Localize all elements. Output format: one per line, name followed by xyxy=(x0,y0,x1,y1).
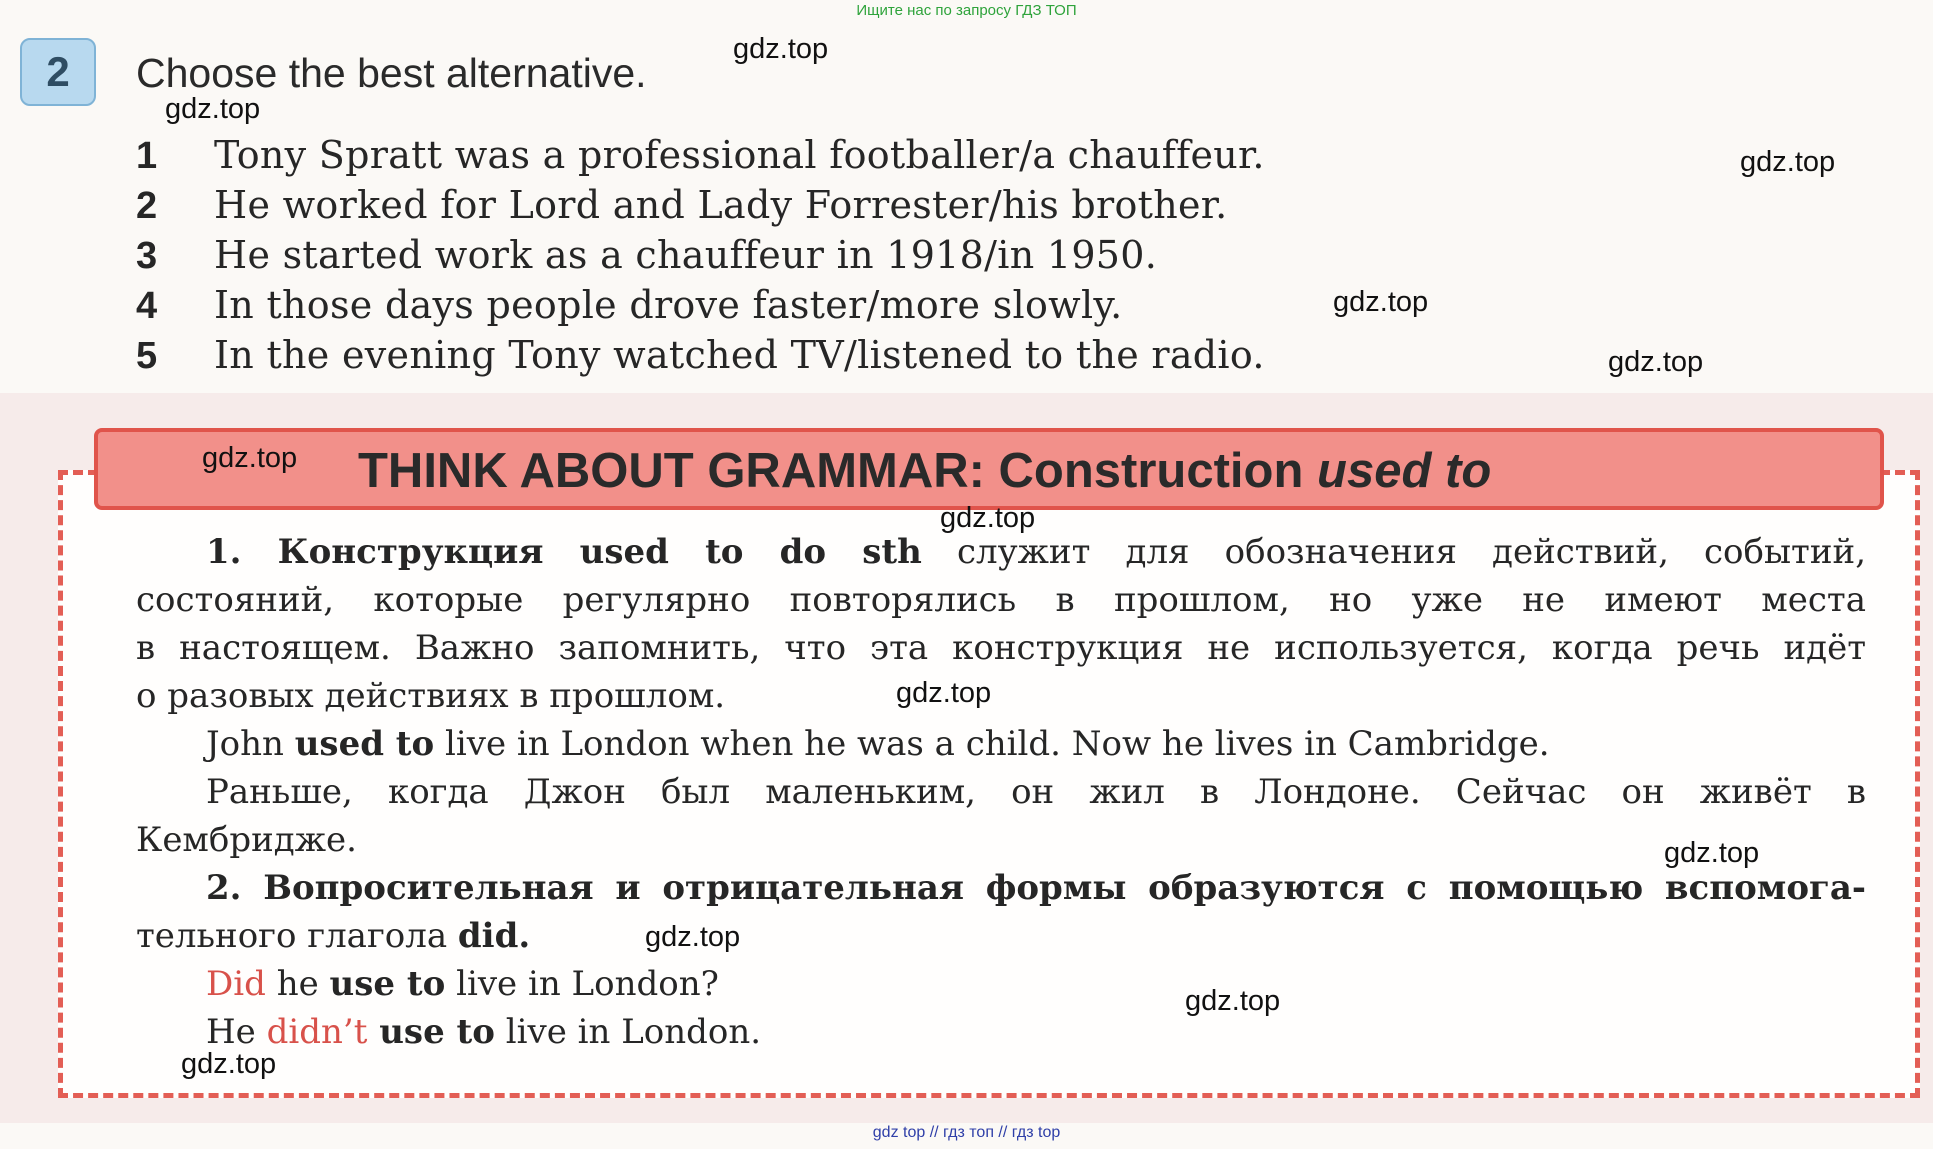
exercise-item xyxy=(136,282,1123,328)
watermark: gdz.top xyxy=(733,33,829,65)
example-negative: He didn’t use to live in London. xyxy=(206,1012,762,1052)
item-number: 3 xyxy=(136,235,158,277)
watermark: gdz.top xyxy=(202,442,298,474)
example-translation: Кембридже. xyxy=(136,820,357,860)
exercise-item xyxy=(136,132,1265,178)
watermark: gdz.top xyxy=(1608,346,1704,378)
watermark: gdz.top xyxy=(165,93,261,125)
watermark: gdz.top xyxy=(1664,837,1760,869)
item-number: 5 xyxy=(136,335,158,377)
top-banner: Ищите нас по запросу ГДЗ ТОП xyxy=(856,2,1077,19)
grammar-paragraph-1-line: о разовых действиях в прошлом. xyxy=(136,676,726,716)
watermark: gdz.top xyxy=(1185,985,1281,1017)
example-sentence: John used to live in London when he was a child. Now he lives in Cambridge. xyxy=(206,724,1550,764)
item-number: 2 xyxy=(136,185,158,227)
item-number: 1 xyxy=(136,135,158,177)
bottom-banner: gdz top // гдз топ // гдз top xyxy=(872,1124,1061,1141)
item-text: He worked for Lord and Lady Forrester/his brother. xyxy=(214,183,1228,227)
grammar-paragraph-2-line: тельного глагола did. xyxy=(136,916,531,956)
grammar-paragraph-1-line: в настоящем. Важно запомнить, что эта конструкция не используется, когда речь идёт xyxy=(136,628,1866,668)
example-translation: Раньше, когда Джон был маленьким, он жил в Лондоне. Сейчас он живёт в xyxy=(206,772,1866,812)
item-text: He started work as a chauffeur in 1918/in 1950. xyxy=(214,233,1158,277)
watermark: gdz.top xyxy=(645,921,741,953)
grammar-paragraph-1-line: 1. Конструкция used to do sth служит для обозначения действий, событий, xyxy=(206,532,1866,572)
grammar-title xyxy=(358,443,1491,499)
exercise-item xyxy=(136,332,1265,378)
watermark: gdz.top xyxy=(896,677,992,709)
grammar-paragraph-1-line: состояний, которые регулярно повторялись в прошлом, но уже не имеют места xyxy=(136,580,1866,620)
item-text: In those days people drove faster/more slowly. xyxy=(214,283,1123,327)
example-question: Did he use to live in London? xyxy=(206,964,719,1004)
grammar-paragraph-2-line: 2. Вопросительная и отрицательная формы образуются с помощью вспомога- xyxy=(206,868,1866,908)
exercise-item xyxy=(136,232,1157,278)
item-number: 4 xyxy=(136,285,158,327)
grammar-title-main: THINK ABOUT GRAMMAR: Construction xyxy=(358,444,1318,498)
exercise-title: Choose the best alternative. xyxy=(136,50,647,96)
watermark: gdz.top xyxy=(181,1048,277,1080)
watermark: gdz.top xyxy=(1333,286,1429,318)
grammar-title-italic: used to xyxy=(1317,444,1492,498)
watermark: gdz.top xyxy=(940,502,1036,534)
exercise-number-badge: 2 xyxy=(20,38,96,106)
item-text: Tony Spratt was a professional footballer/a chauffeur. xyxy=(214,133,1265,177)
watermark: gdz.top xyxy=(1740,146,1836,178)
item-text: In the evening Tony watched TV/listened to the radio. xyxy=(214,333,1265,377)
exercise-item xyxy=(136,182,1227,228)
